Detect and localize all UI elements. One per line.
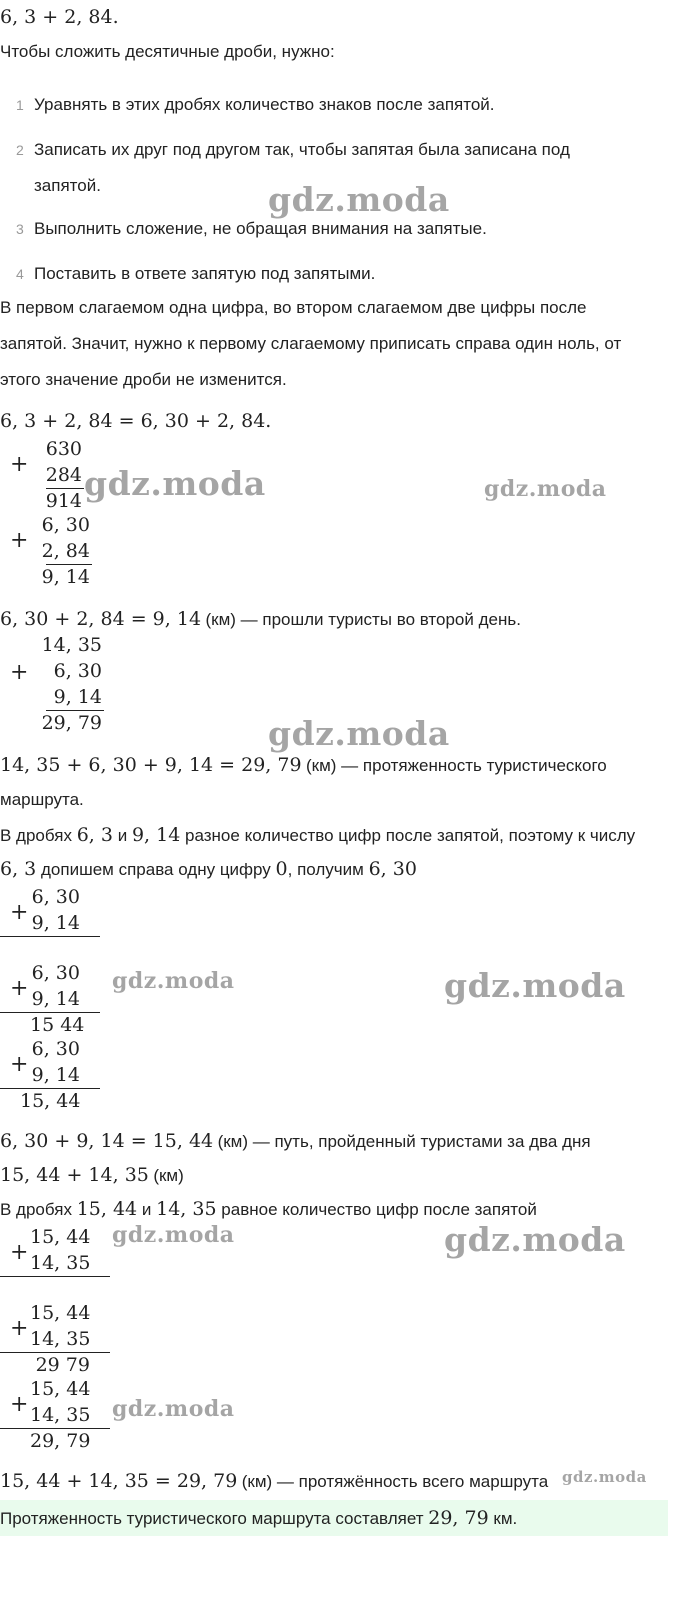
sum: 29, 79 [41, 712, 102, 734]
equation-line: 6, 3 + 2, 84 = 6, 30 + 2, 84. [0, 410, 272, 432]
text: и [117, 826, 128, 845]
plus-sign: + [10, 976, 29, 1001]
expression-heading: 6, 3 + 2, 84. [0, 6, 119, 28]
text: В дробях [0, 1200, 72, 1219]
paragraph-line [0, 1198, 537, 1220]
watermark-logo: gdz.moda [112, 1396, 235, 1422]
paragraph-line: В первом слагаемом одна цифра, во втором слагаемом две цифры после [0, 298, 587, 317]
sum-line [0, 1276, 110, 1277]
sum: 29 79 [35, 1354, 90, 1376]
equation-text: (км) — путь, пройденный туристами за два дня [217, 1132, 591, 1151]
sum-line [0, 1012, 100, 1013]
addend: 6, 30 [31, 962, 80, 984]
equation-line [0, 1470, 548, 1492]
watermark-logo: gdz.moda [562, 1468, 647, 1486]
math: 15, 44 + 14, 35 [0, 1164, 149, 1186]
addend: 6, 30 [31, 1038, 80, 1060]
list-item: Записать их друг под другом так, чтобы запятая была записана под [34, 140, 570, 159]
list-item-continuation: запятой. [34, 176, 101, 195]
equation-continuation: маршрута. [0, 790, 84, 809]
watermark-logo: gdz.moda [268, 180, 450, 219]
math: 15, 44 + 14, 35 = 29, 79 [0, 1470, 238, 1492]
plus-sign: + [10, 660, 29, 685]
list-number: 4 [16, 266, 24, 282]
equation-line [0, 1164, 184, 1186]
sum: 9, 14 [41, 566, 90, 588]
list-number: 1 [16, 97, 24, 113]
list-item: Поставить в ответе запятую под запятыми. [34, 264, 376, 283]
text: В дробях [0, 826, 72, 845]
text: равное количество цифр после запятой [221, 1200, 537, 1219]
math: 0 [275, 858, 288, 880]
text: , получим [287, 860, 364, 879]
watermark-logo: gdz.moda [112, 968, 235, 994]
plus-sign: + [10, 528, 29, 553]
text: км. [493, 1509, 518, 1528]
plus-sign: + [10, 900, 29, 925]
plus-sign: + [10, 1392, 29, 1417]
addend: 2, 84 [41, 540, 90, 562]
text: и [141, 1200, 152, 1219]
paragraph-line: этого значение дроби не изменится. [0, 370, 287, 389]
addend: 14, 35 [41, 634, 102, 656]
addend: 15, 44 [30, 1378, 91, 1400]
watermark-logo: gdz.moda [444, 1220, 626, 1259]
equation-line [0, 754, 607, 776]
paragraph-line [0, 824, 635, 846]
math: 15, 44 [76, 1198, 138, 1220]
math: 14, 35 + 6, 30 + 9, 14 = 29, 79 [0, 754, 302, 776]
paragraph-line: запятой. Значит, нужно к первому слагаемому приписать справа один ноль, от [0, 334, 622, 353]
addend: 9, 14 [31, 1064, 80, 1086]
equation-text: (км) — протяжённость всего маршрута [241, 1472, 549, 1491]
text: допишем справа одну цифру [41, 860, 271, 879]
addend: 14, 35 [30, 1328, 91, 1350]
math: 29, 79 [428, 1507, 489, 1529]
addend: 6, 30 [31, 886, 80, 908]
math: 6, 30 [368, 858, 417, 880]
sum: 15, 44 [20, 1090, 81, 1112]
intro-text: Чтобы сложить десятичные дроби, нужно: [0, 42, 335, 61]
plus-sign: + [10, 452, 29, 477]
paragraph-line [0, 858, 417, 880]
addend: 14, 35 [30, 1404, 91, 1426]
watermark-logo: gdz.moda [268, 714, 450, 753]
sum-line [46, 710, 104, 711]
watermark-logo: gdz.moda [484, 476, 607, 502]
addend: 14, 35 [30, 1252, 91, 1274]
equation-text: (км) — протяженность туристического [306, 756, 607, 775]
addend: 9, 14 [53, 686, 102, 708]
math: 6, 3 [76, 824, 113, 846]
list-item: Выполнить сложение, не обращая внимания на запятые. [34, 219, 487, 238]
addend: 9, 14 [31, 912, 80, 934]
watermark-logo: gdz.moda [444, 966, 626, 1005]
plus-sign: + [10, 1316, 29, 1341]
addend: 9, 14 [31, 988, 80, 1010]
sum: 914 [45, 490, 82, 512]
addend: 630 [45, 438, 82, 460]
addend: 6, 30 [41, 514, 90, 536]
equation-line [0, 1130, 591, 1152]
text: Протяженность туристического маршрута составляет [0, 1509, 424, 1528]
addend: 284 [45, 464, 82, 486]
sum: 29, 79 [30, 1430, 91, 1452]
addend: 15, 44 [30, 1302, 91, 1324]
sum-line [0, 1428, 110, 1429]
math: 6, 30 + 9, 14 = 15, 44 [0, 1130, 214, 1152]
sum: 15 44 [30, 1014, 85, 1036]
addend: 6, 30 [53, 660, 102, 682]
watermark-logo: gdz.moda [84, 464, 266, 503]
equation-text: (км) — прошли туристы во второй день. [205, 610, 521, 629]
addend: 15, 44 [30, 1226, 91, 1248]
list-number: 3 [16, 221, 24, 237]
sum-line [46, 488, 84, 489]
plus-sign: + [10, 1052, 29, 1077]
sum-line [0, 1088, 100, 1089]
math: 14, 35 [156, 1198, 217, 1220]
equation-line [0, 608, 521, 630]
math: 6, 3 [0, 858, 37, 880]
math: 9, 14 [131, 824, 181, 846]
sum-line [0, 936, 100, 937]
watermark-logo: gdz.moda [112, 1222, 235, 1248]
list-item: Уравнять в этих дробях количество знаков после запятой. [34, 95, 495, 114]
sum-line [0, 1352, 110, 1353]
list-number: 2 [16, 142, 24, 158]
text: разное количество цифр после запятой, поэтому к числу [185, 826, 636, 845]
plus-sign: + [10, 1240, 29, 1265]
math: 6, 30 + 2, 84 = 9, 14 [0, 608, 202, 630]
equation-text: (км) [153, 1166, 184, 1185]
sum-line [46, 564, 92, 565]
answer-text [0, 1507, 517, 1529]
